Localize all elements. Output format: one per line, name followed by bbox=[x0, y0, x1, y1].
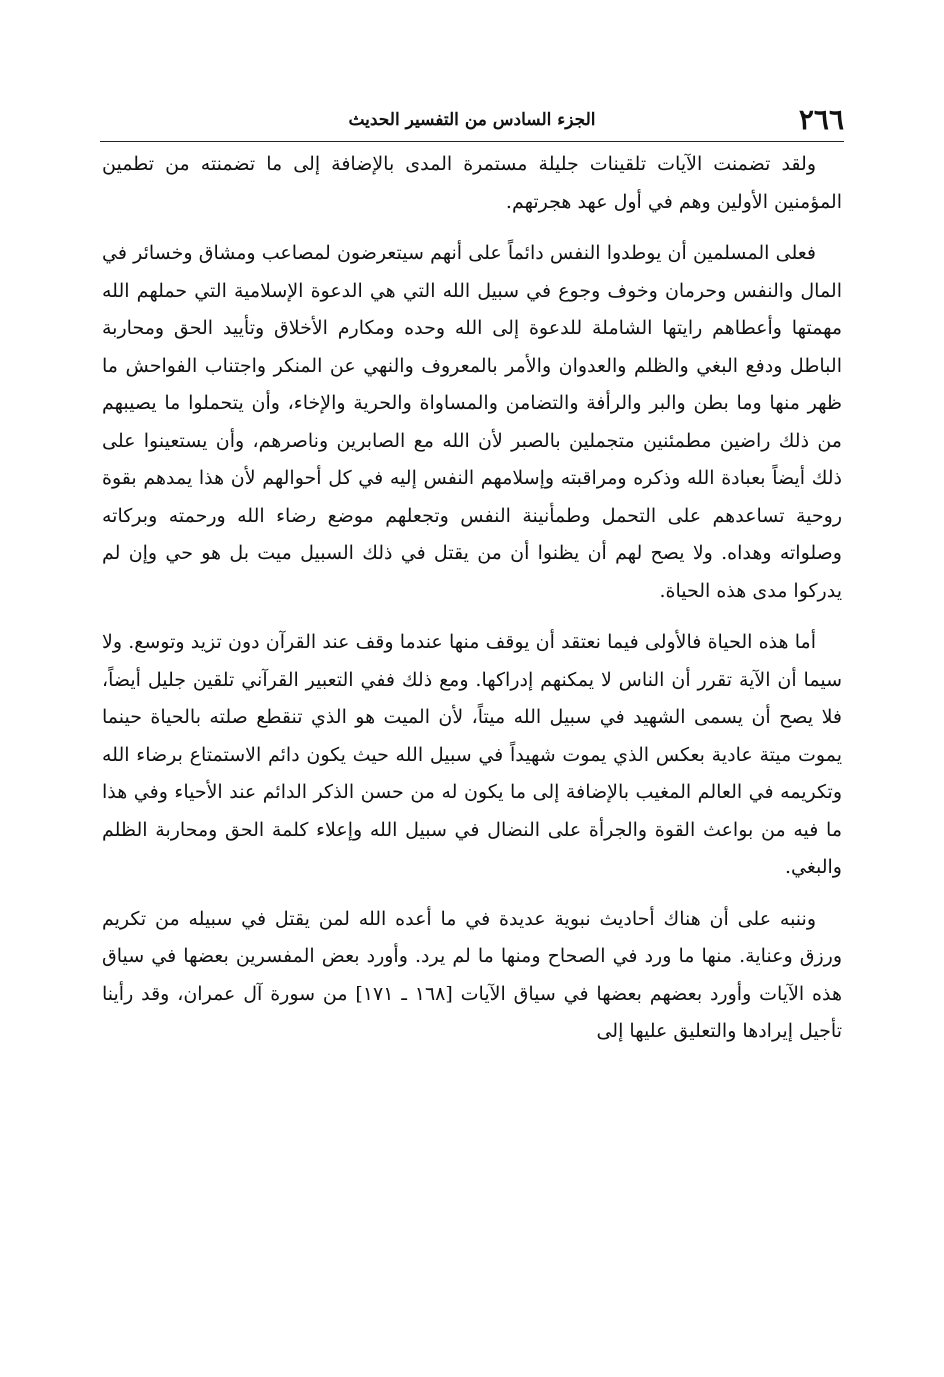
page-body bbox=[102, 146, 842, 1051]
paragraph-4: وننبه على أن هناك أحاديث نبوية عديدة في ما أعده الله لمن يقتل في سبيله من تكريم ورزق وعناية. منها ما ورد في الصحاح ومنها ما لم يرد. وأورد بعض المفسرين بعضها في سياق هذه الآيات وأورد بعضهم بعضها في سياق الآيات [١٦٨ ـ ١٧١] من سورة آل عمران، وقد رأينا تأجيل إيرادها والتعليق عليها إلى bbox=[102, 907, 842, 1042]
paragraph-1: ولقد تضمنت الآيات تلقينات جليلة مستمرة المدى بالإضافة إلى ما تضمنته من تطمين المؤمنين الأولين وهم في أول عهد هجرتهم. bbox=[102, 153, 842, 213]
header-divider bbox=[100, 141, 844, 142]
page-number: ٢٦٦ bbox=[798, 103, 844, 136]
page-header bbox=[100, 100, 844, 142]
paragraph-3: أما هذه الحياة فالأولى فيما نعتقد أن يوقف منها عندما وقف عند القرآن دون تزيد وتوسع. ولا سيما أن الآية تقرر أن الناس لا يمكنهم إدراكها. ومع ذلك ففي التعبير القرآني تلقين جليل أيضاً، فلا يصح أن يسمى الشهيد في سبيل الله ميتاً، لأن الميت هو الذي تنقطع صلته بالحياة حينما يموت ميتة عادية بعكس الذي يموت شهيداً في سبيل الله حيث يكون دائم الاستمتاع برضاء الله وتكريمه في العالم المغيب بالإضافة إلى ما يكون له من حسن الذكر الدائم عند الأحياء وفي هذا ما فيه من بواعث القوة والجرأة على النضال في سبيل الله وإعلاء كلمة الحق ومحاربة الظلم والبغي. bbox=[102, 631, 842, 878]
paragraph-2: فعلى المسلمين أن يوطدوا النفس دائماً على أنهم سيتعرضون لمصاعب ومشاق وخسائر في المال والنفس وحرمان وخوف وجوع في سبيل الله التي هي الدعوة الإسلامية التي حملهم الله مهمتها وأعطاهم رايتها الشاملة للدعوة إلى الله وحده ومكارم الأخلاق وتأييد الحق ومحاربة الباطل ودفع البغي والظلم والعدوان والأمر بالمعروف والنهي عن المنكر واجتناب الفواحش ما ظهر منها وما بطن والبر والرأفة والتضامن والمساواة والحرية والإخاء، وأن يتحملوا ما يصيبهم من ذلك راضين مطمئنين متجملين بالصبر لأن الله مع الصابرين وناصرهم، وأن يستعينوا على ذلك أيضاً بعبادة الله وذكره ومراقبته وإسلامهم النفس إليه في كل أحوالهم لأن هذا يمدهم بقوة روحية تساعدهم على التحمل وطمأنينة النفس وتجعلهم موضع رضاء الله ورحمته وبركاته وصلواته وهداه. ولا يصح لهم أن يظنوا أن من يقتل في ذلك السبيل ميت بل هو حي وإن لم يدركوا مدى هذه الحياة. bbox=[102, 242, 842, 602]
running-title: الجزء السادس من التفسير الحديث bbox=[348, 110, 596, 130]
